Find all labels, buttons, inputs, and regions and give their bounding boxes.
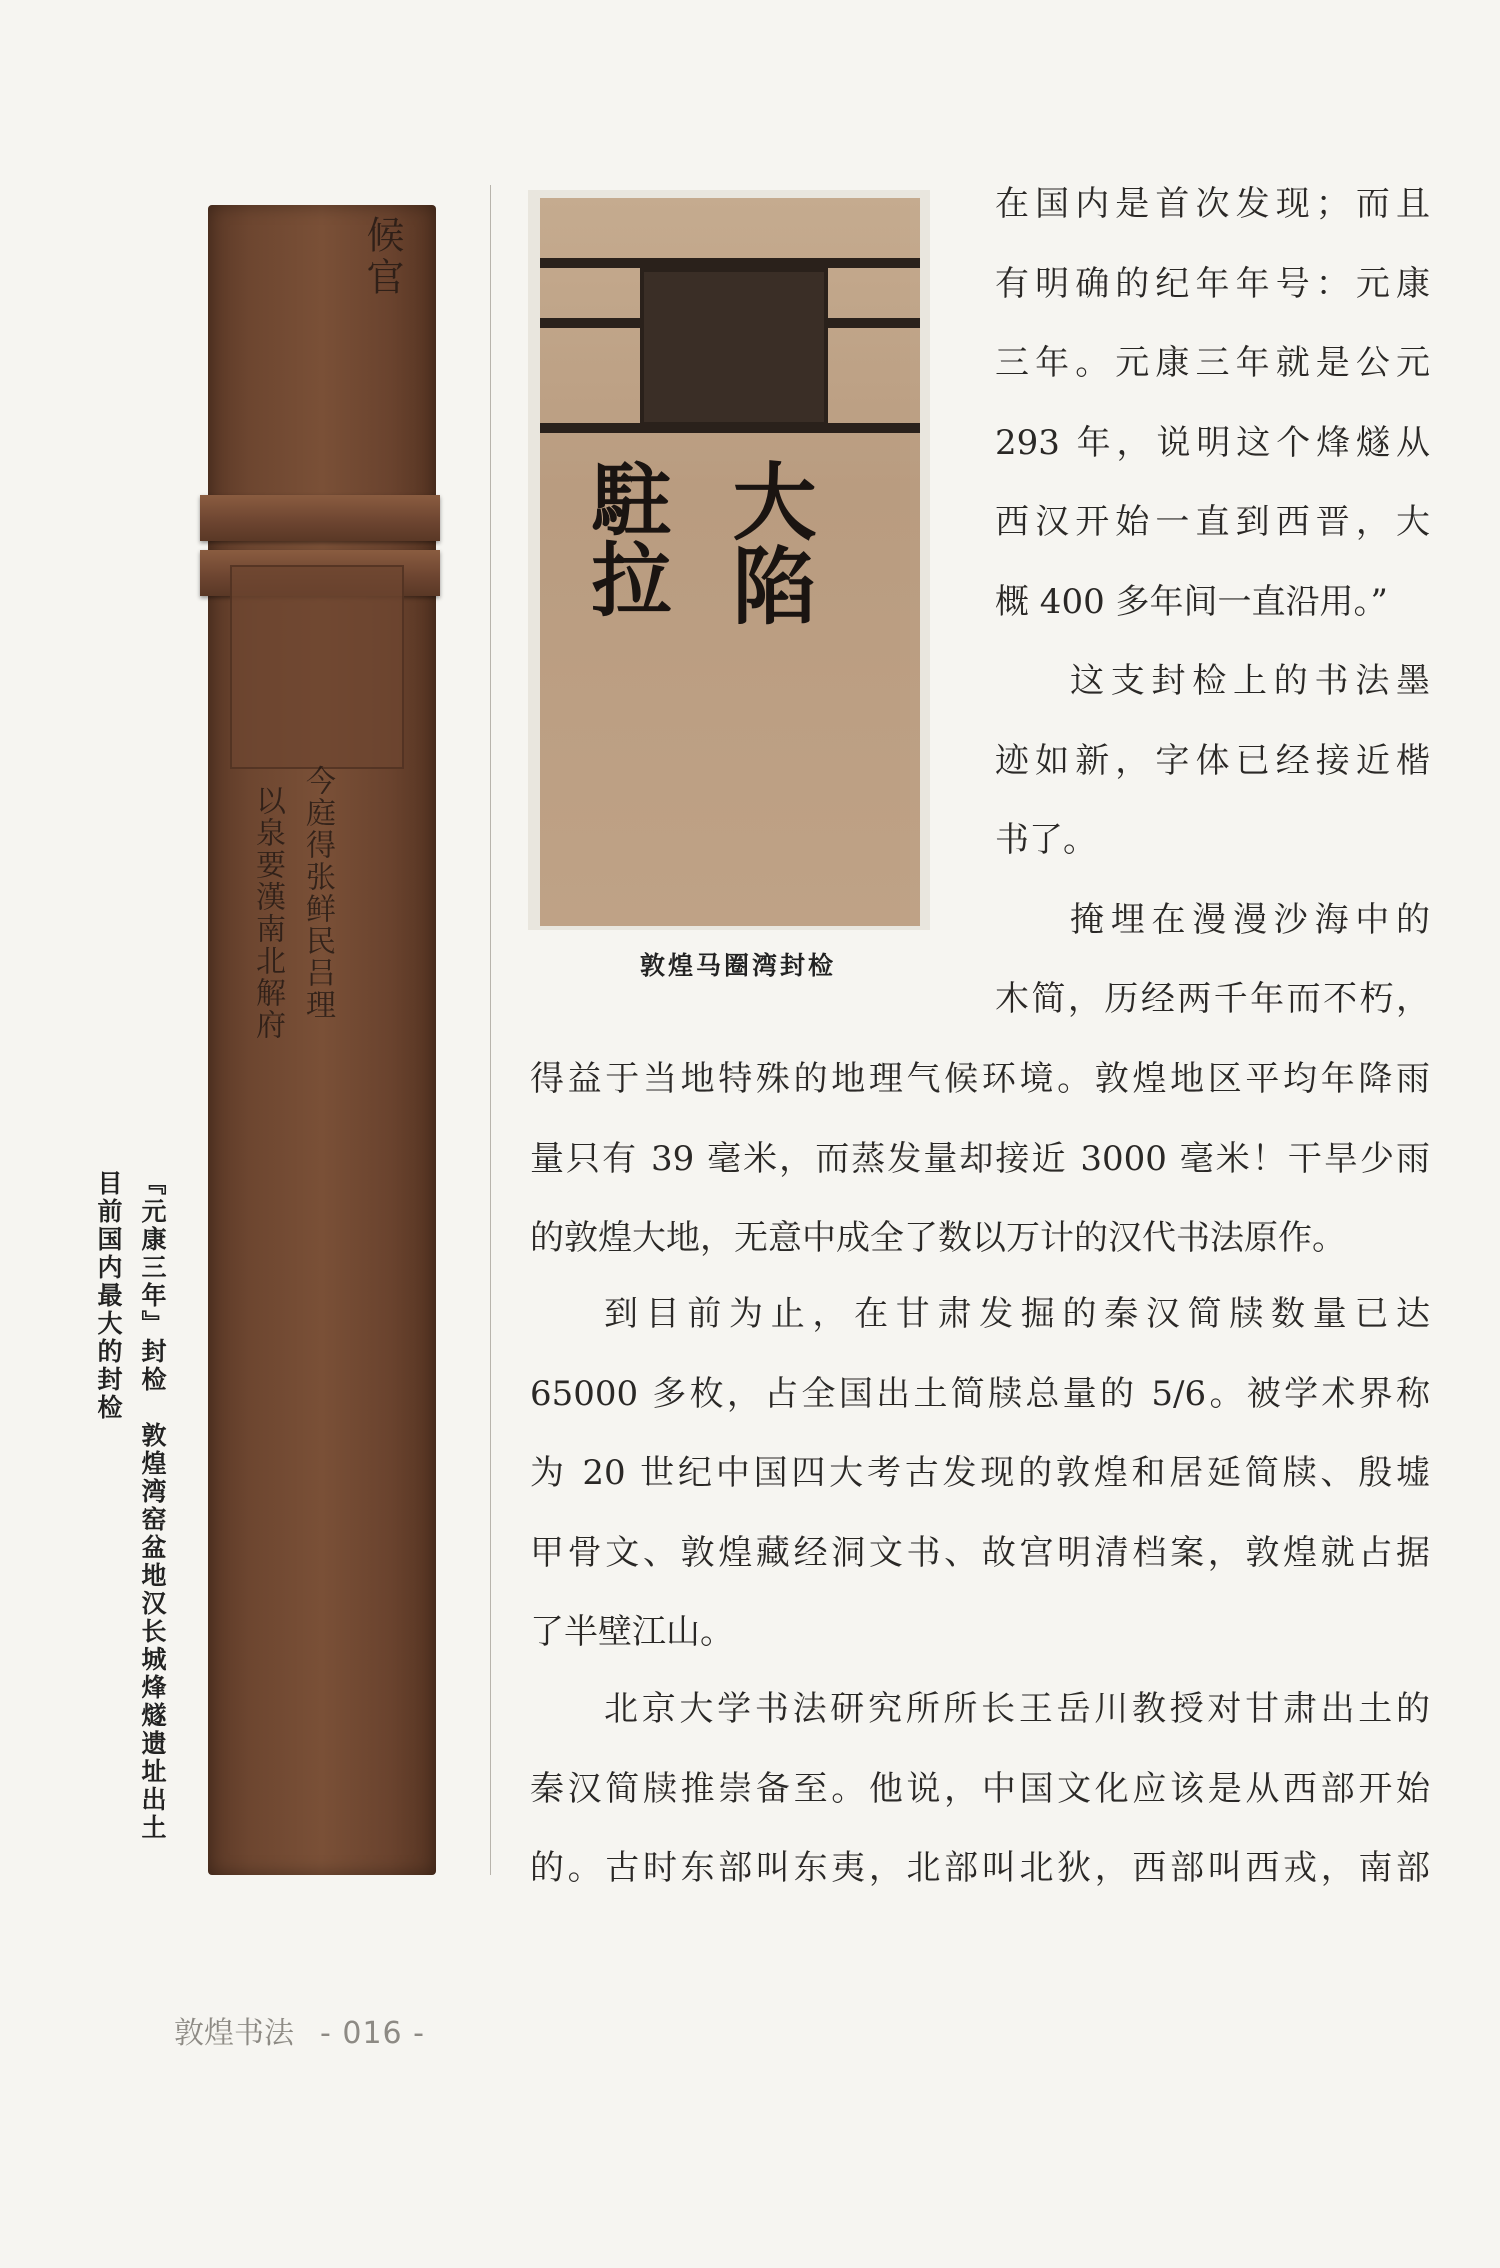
slip-inscription-top: 候官 [360, 215, 404, 299]
seal-groove-top [540, 258, 920, 268]
text-line: 木简，历经两千年而不朽， [995, 979, 1430, 1019]
seal-wood [540, 198, 920, 926]
text-line: 三年。元康三年就是公元 [995, 343, 1430, 383]
text-line: 有明确的纪年年号：元康 [995, 263, 1430, 304]
text-line: 的敦煌大地，无意中成全了数以万计的汉代书法原作。 [530, 1218, 1346, 1258]
slip-inscription-col1: 今庭得张鲜民吕理 [300, 765, 335, 1021]
text-line: 概 400 多年间一直沿用。” [995, 581, 1388, 622]
page-number: - 016 - [320, 2016, 425, 2051]
slip-band-upper [200, 495, 440, 541]
seal-groove-left [540, 318, 640, 328]
text-line: 量只有 39 毫米，而蒸发量却接近 3000 毫米！干旱少雨 [530, 1138, 1430, 1179]
text-line: 掩埋在漫漫沙海中的 [1070, 899, 1430, 940]
text-wide-block-1 [530, 1040, 1430, 1279]
text-line: 为 20 世纪中国四大考古发现的敦煌和居延简牍、殷墟 [530, 1453, 1430, 1493]
text-line: 在国内是首次发现；而且 [995, 184, 1430, 224]
seal-box-photo [528, 190, 930, 930]
wooden-slip-photo [200, 205, 440, 1875]
text-line: 秦汉简牍推崇备至。他说，中国文化应该是从西部开始 [530, 1768, 1430, 1809]
seal-groove-right [820, 318, 920, 328]
seal-glyph-left: 駐拉 [578, 458, 672, 618]
text-line: 西汉开始一直到西晋，大 [995, 502, 1430, 542]
text-line: 65000 多枚，占全国出土简牍总量的 5/6。被学术界称 [530, 1373, 1430, 1414]
figure-caption-sub: 目前国内最大的封检 [94, 1170, 123, 1422]
text-line: 到目前为止，在甘肃发掘的秦汉简牍数量已达 [604, 1294, 1430, 1334]
seal-glyph-right: 大陷 [719, 458, 818, 626]
page-footer [174, 2008, 425, 2052]
text-line: 迹如新，字体已经接近楷 [995, 740, 1430, 781]
slip-seal-notch [230, 565, 404, 769]
book-title: 敦煌书法 [174, 2016, 294, 2051]
text-line: 了半壁江山。 [530, 1612, 734, 1652]
text-line: 293 年，说明这个烽燧从 [995, 422, 1430, 463]
text-line: 甲骨文、敦煌藏经洞文书、故宫明清档案，敦煌就占据 [530, 1532, 1430, 1573]
photo-caption: 敦煌马圈湾封检 [640, 951, 837, 980]
slip-inscription-col2: 以泉要漢南北解府 [250, 785, 285, 1041]
text-narrow-block [995, 165, 1430, 1040]
column-divider [490, 185, 491, 1875]
text-wide-block-2 [530, 1275, 1430, 1673]
text-line: 得益于当地特殊的地理气候环境。敦煌地区平均年降雨 [530, 1059, 1430, 1099]
text-line: 书了。 [995, 820, 1097, 860]
seal-cavity [640, 268, 828, 426]
text-line: 这支封检上的书法墨 [1070, 661, 1430, 701]
text-line: 的。古时东部叫东夷，北部叫北狄，西部叫西戎，南部 [530, 1848, 1430, 1888]
text-wide-block-3 [530, 1670, 1430, 1909]
text-line: 北京大学书法研究所所长王岳川教授对甘肃出土的 [604, 1689, 1430, 1729]
figure-caption-main: 『元康三年』封检 敦煌湾窑盆地汉长城烽燧遗址出土 [138, 1170, 167, 1842]
